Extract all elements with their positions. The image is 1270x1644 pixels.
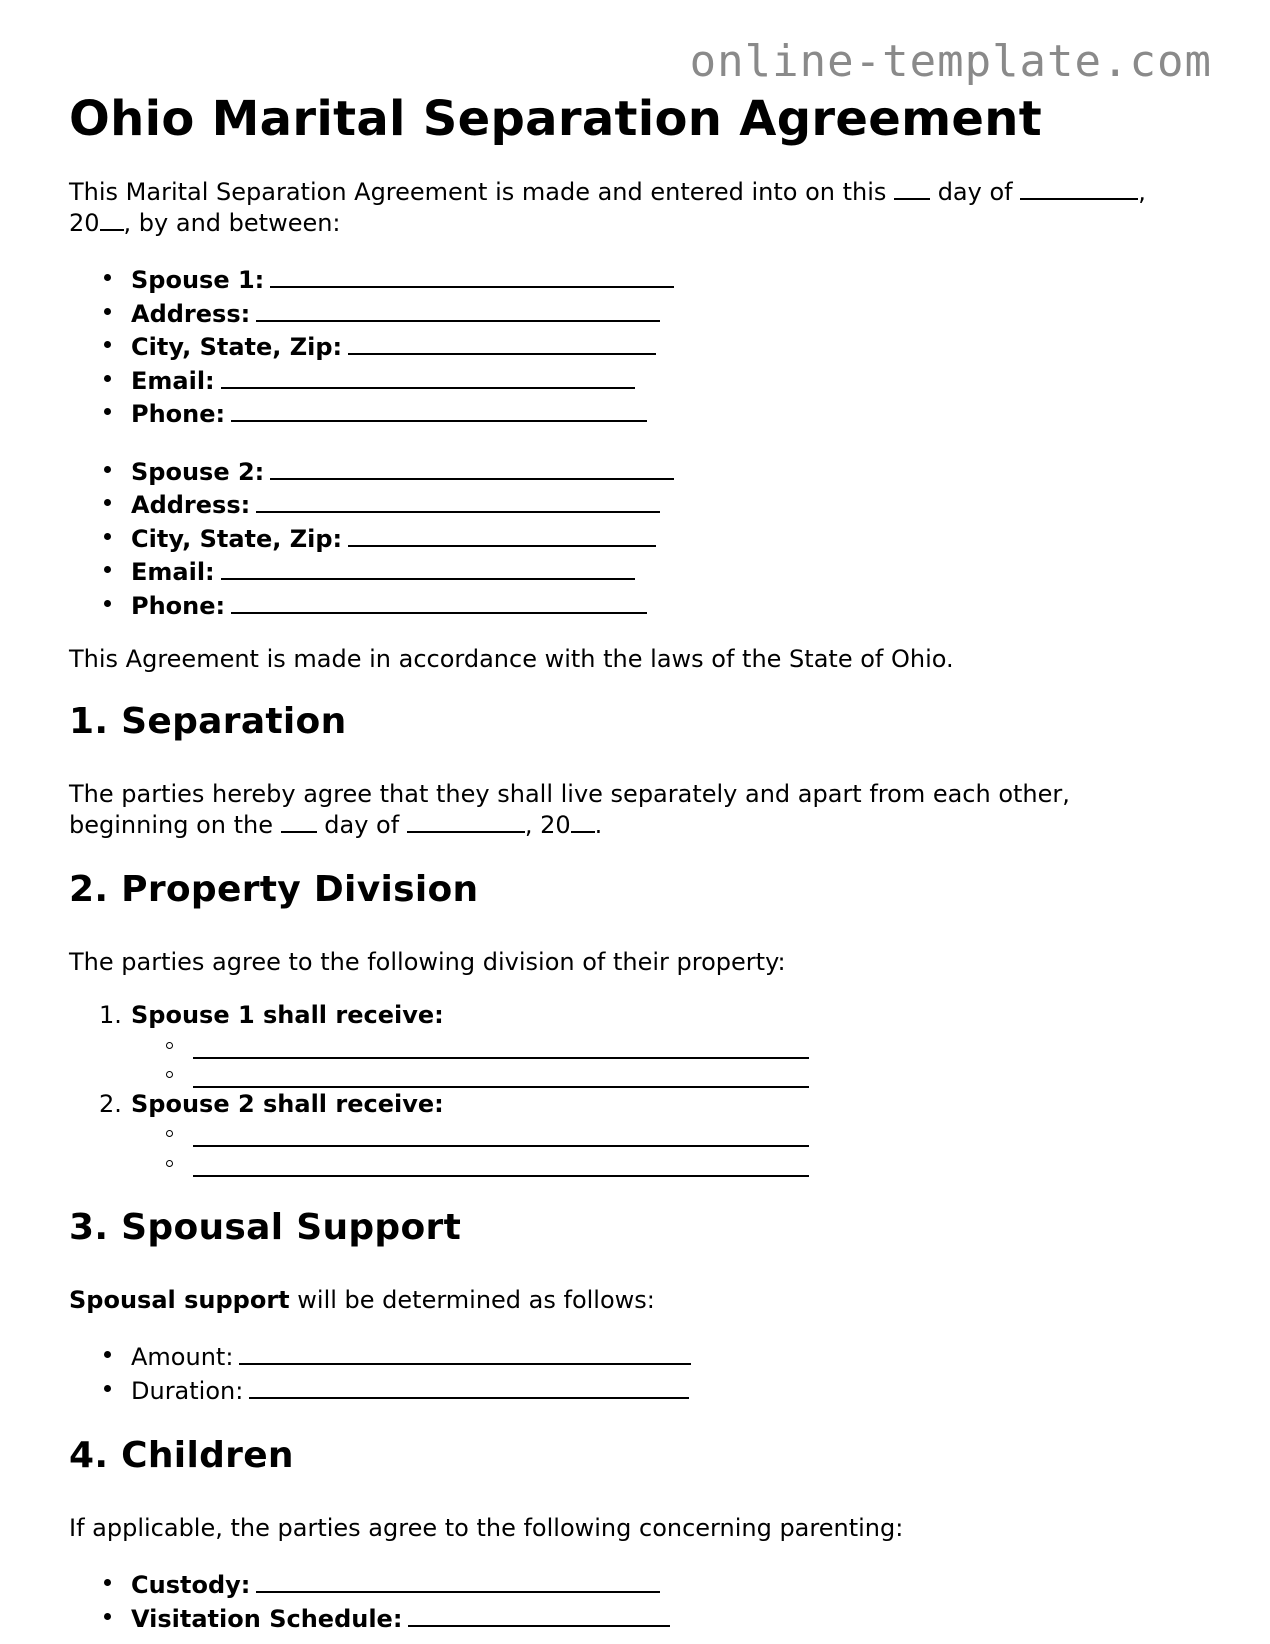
intro-paragraph: This Marital Separation Agreement is made and entered into on this day of , 20 , by and between: <box>69 178 1146 237</box>
spouse-2-property-field-1[interactable] <box>193 1145 809 1147</box>
separation-text-2: beginning on the <box>69 811 273 839</box>
separation-text-1: The parties hereby agree that they shall live separately and apart from each other, <box>69 780 1070 808</box>
day-blank[interactable] <box>894 176 930 200</box>
field-label: Phone: <box>131 591 226 620</box>
spouse-2-name-field[interactable] <box>270 454 674 480</box>
list-item <box>131 487 1209 521</box>
section-4-heading: 4. Children <box>69 1435 294 1476</box>
visitation-field[interactable] <box>408 1601 670 1627</box>
month-blank[interactable] <box>1020 176 1138 200</box>
separation-text-5: . <box>594 811 603 839</box>
spouse-2-property-field-2[interactable] <box>193 1175 809 1177</box>
list-item <box>131 1373 1209 1407</box>
list-item <box>193 1149 1270 1179</box>
spouse-1-name-field[interactable] <box>270 262 674 288</box>
field-label: Amount: <box>131 1343 234 1371</box>
field-label: Custody: <box>131 1571 251 1599</box>
list-item <box>131 396 1209 430</box>
list-item <box>69 1090 1209 1179</box>
list-item <box>131 262 1209 296</box>
intro-text-2: day of <box>937 178 1013 206</box>
intro-text-1: This Marital Separation Agreement is made and entered into on this <box>69 178 887 206</box>
support-intro-rest: will be determined as follows: <box>289 1286 655 1314</box>
field-label: City, State, Zip: <box>131 524 343 553</box>
list-item <box>193 1119 1270 1149</box>
field-label: Phone: <box>131 400 226 428</box>
field-label: Visitation Schedule: <box>131 1604 403 1633</box>
list-item <box>131 554 1209 588</box>
spouse-2-email-field[interactable] <box>221 554 635 580</box>
spouse-2-fields <box>69 454 1209 622</box>
document-title: Ohio Marital Separation Agreement <box>69 91 1042 147</box>
spouse-2-city-field[interactable] <box>348 521 656 547</box>
spouse-1-receive-label: Spouse 1 shall receive: <box>131 1001 444 1029</box>
children-fields <box>69 1567 1209 1634</box>
separation-month-blank[interactable] <box>407 809 525 833</box>
list-item <box>131 1339 1209 1373</box>
spouse-2-phone-field[interactable] <box>231 588 647 614</box>
field-label: Duration: <box>131 1376 244 1405</box>
spouse-1-city-field[interactable] <box>348 329 656 355</box>
support-duration-field[interactable] <box>249 1373 689 1399</box>
field-label: Email: <box>131 366 215 395</box>
support-intro-bold: Spousal support <box>69 1286 290 1314</box>
property-list <box>69 1001 1209 1178</box>
list-item <box>131 296 1209 330</box>
separation-day-blank[interactable] <box>281 809 317 833</box>
support-intro <box>69 1286 1209 1315</box>
section-3-heading: 3. Spousal Support <box>69 1207 462 1248</box>
custody-field[interactable] <box>256 1567 660 1593</box>
children-intro: If applicable, the parties agree to the following concerning parenting: <box>69 1514 904 1542</box>
spouse-1-property-field-1[interactable] <box>193 1057 809 1059</box>
item-number: 1. <box>99 1001 122 1029</box>
support-fields <box>69 1339 1209 1406</box>
section-2-heading: 2. Property Division <box>69 869 479 910</box>
list-item <box>131 1567 1209 1601</box>
list-item <box>69 1001 1209 1090</box>
intro-year-prefix: 20 <box>69 209 100 237</box>
list-item <box>131 1601 1209 1635</box>
spouse-1-email-field[interactable] <box>221 363 635 389</box>
separation-year-blank[interactable] <box>571 809 595 833</box>
spouse-2-receive-label: Spouse 2 shall receive: <box>131 1089 444 1118</box>
support-amount-field[interactable] <box>239 1339 691 1365</box>
spouse-2-property-lines <box>131 1119 1270 1178</box>
spouse-2-address-field[interactable] <box>256 487 660 513</box>
list-item <box>131 521 1209 555</box>
intro-text-3: , by and between: <box>123 209 341 237</box>
spouse-1-phone-field[interactable] <box>231 396 647 422</box>
list-item <box>131 363 1209 397</box>
spouse-1-property-lines <box>131 1031 1270 1090</box>
field-label: Spouse 1: <box>131 266 265 294</box>
list-item <box>131 329 1209 363</box>
list-item <box>193 1060 1270 1090</box>
item-number: 2. <box>99 1089 122 1118</box>
document-page <box>69 86 1209 1634</box>
separation-paragraph <box>69 780 1209 840</box>
field-label: Address: <box>131 491 251 519</box>
year-blank[interactable] <box>100 207 124 231</box>
section-1-heading: 1. Separation <box>69 701 347 742</box>
spouse-1-fields <box>69 262 1209 430</box>
field-label: Email: <box>131 558 215 586</box>
list-item <box>131 454 1209 488</box>
list-item <box>131 588 1209 622</box>
spouse-1-address-field[interactable] <box>256 296 660 322</box>
separation-text-4: , 20 <box>524 811 571 839</box>
separation-text-3: day of <box>324 811 400 839</box>
spouse-1-property-field-2[interactable] <box>193 1086 809 1088</box>
accordance-paragraph: This Agreement is made in accordance with the laws of the State of Ohio. <box>69 645 954 673</box>
field-label: Spouse 2: <box>131 457 265 486</box>
watermark: online-template.com <box>689 36 1212 87</box>
field-label: Address: <box>131 299 251 328</box>
field-label: City, State, Zip: <box>131 333 343 361</box>
property-intro: The parties agree to the following division of their property: <box>69 948 786 976</box>
list-item <box>193 1031 1270 1061</box>
